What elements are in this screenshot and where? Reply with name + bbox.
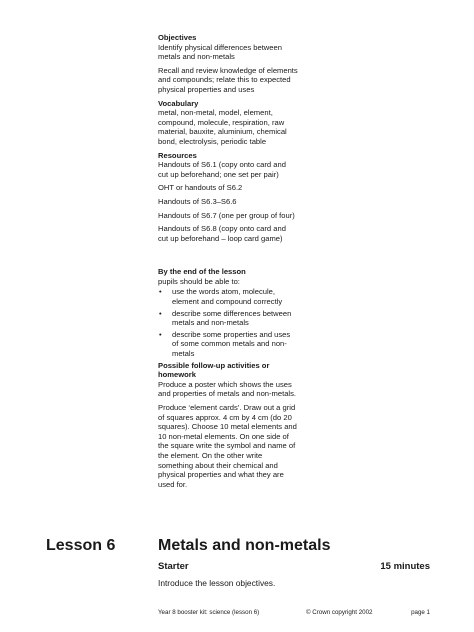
followup-item: Produce ‘element cards’. Draw out a grid of squares approx. 4 cm by 4 cm (do 20 squares). Choose 10 metal elements and 10 non-metal elements. On one side of the square write the symbol and name of the element. On the other write something about their chemical and physical properties and what they are used for. — [158, 403, 297, 489]
outcome-item: • describe some properties and uses of some common metals and non-metals — [159, 329, 291, 359]
bullet-icon: • — [159, 308, 162, 318]
objectives-heading: Objectives — [158, 33, 197, 42]
resource-item: OHT or handouts of S6.2 — [158, 183, 243, 193]
footer-copyright: © Crown copyright 2002 — [306, 609, 373, 616]
outcomes-list — [158, 287, 298, 358]
resource-item: Handouts of S6.3–S6.6 — [158, 196, 237, 206]
starter-heading: Starter — [158, 561, 189, 572]
resource-item: Handouts of S6.1 (copy onto card and cut up beforehand; one set per pair) — [158, 160, 286, 179]
lesson-number: Lesson 6 — [46, 537, 116, 554]
outcomes-heading: By the end of the lesson — [158, 267, 246, 277]
starter-duration: 15 minutes — [380, 561, 430, 572]
footer-page-number: page 1 — [411, 609, 430, 616]
vocabulary-heading: Vocabulary — [158, 98, 199, 108]
resources-heading: Resources — [158, 150, 197, 160]
outcomes-intro: pupils should be able to: — [158, 276, 240, 286]
followup-heading: Possible follow-up activities or homework — [158, 360, 270, 380]
footer-course: Year 8 booster kit: science (lesson 6) — [158, 609, 260, 616]
bullet-icon: • — [159, 287, 162, 297]
vocabulary-text: metal, non-metal, model, element, compound, molecule, respiration, raw material, bauxite, aluminium, chemical bond, electrolysis, periodic table — [158, 108, 287, 146]
outcome-item: • use the words atom, molecule, element and compound correctly — [159, 287, 283, 307]
lesson-title: Metals and non-metals — [158, 537, 331, 554]
outcome-item: • describe some differences between metals and non-metals — [159, 308, 292, 328]
followup-item: Produce a poster which shows the uses and properties of metals and non-metals. — [158, 379, 297, 399]
starter-text: Introduce the lesson objectives. — [158, 578, 276, 588]
resource-item: Handouts of S6.7 (one per group of four) — [158, 210, 295, 220]
objective-item: Identify physical differences between metals and non-metals — [158, 42, 282, 62]
resource-item: Handouts of S6.8 (copy onto card and cut up beforehand – loop card game) — [158, 224, 286, 243]
objective-item: Recall and review knowledge of elements and compounds; relate this to expected physical properties and uses — [158, 65, 298, 94]
bullet-icon: • — [159, 329, 162, 339]
lesson-sidebar — [158, 33, 298, 493]
